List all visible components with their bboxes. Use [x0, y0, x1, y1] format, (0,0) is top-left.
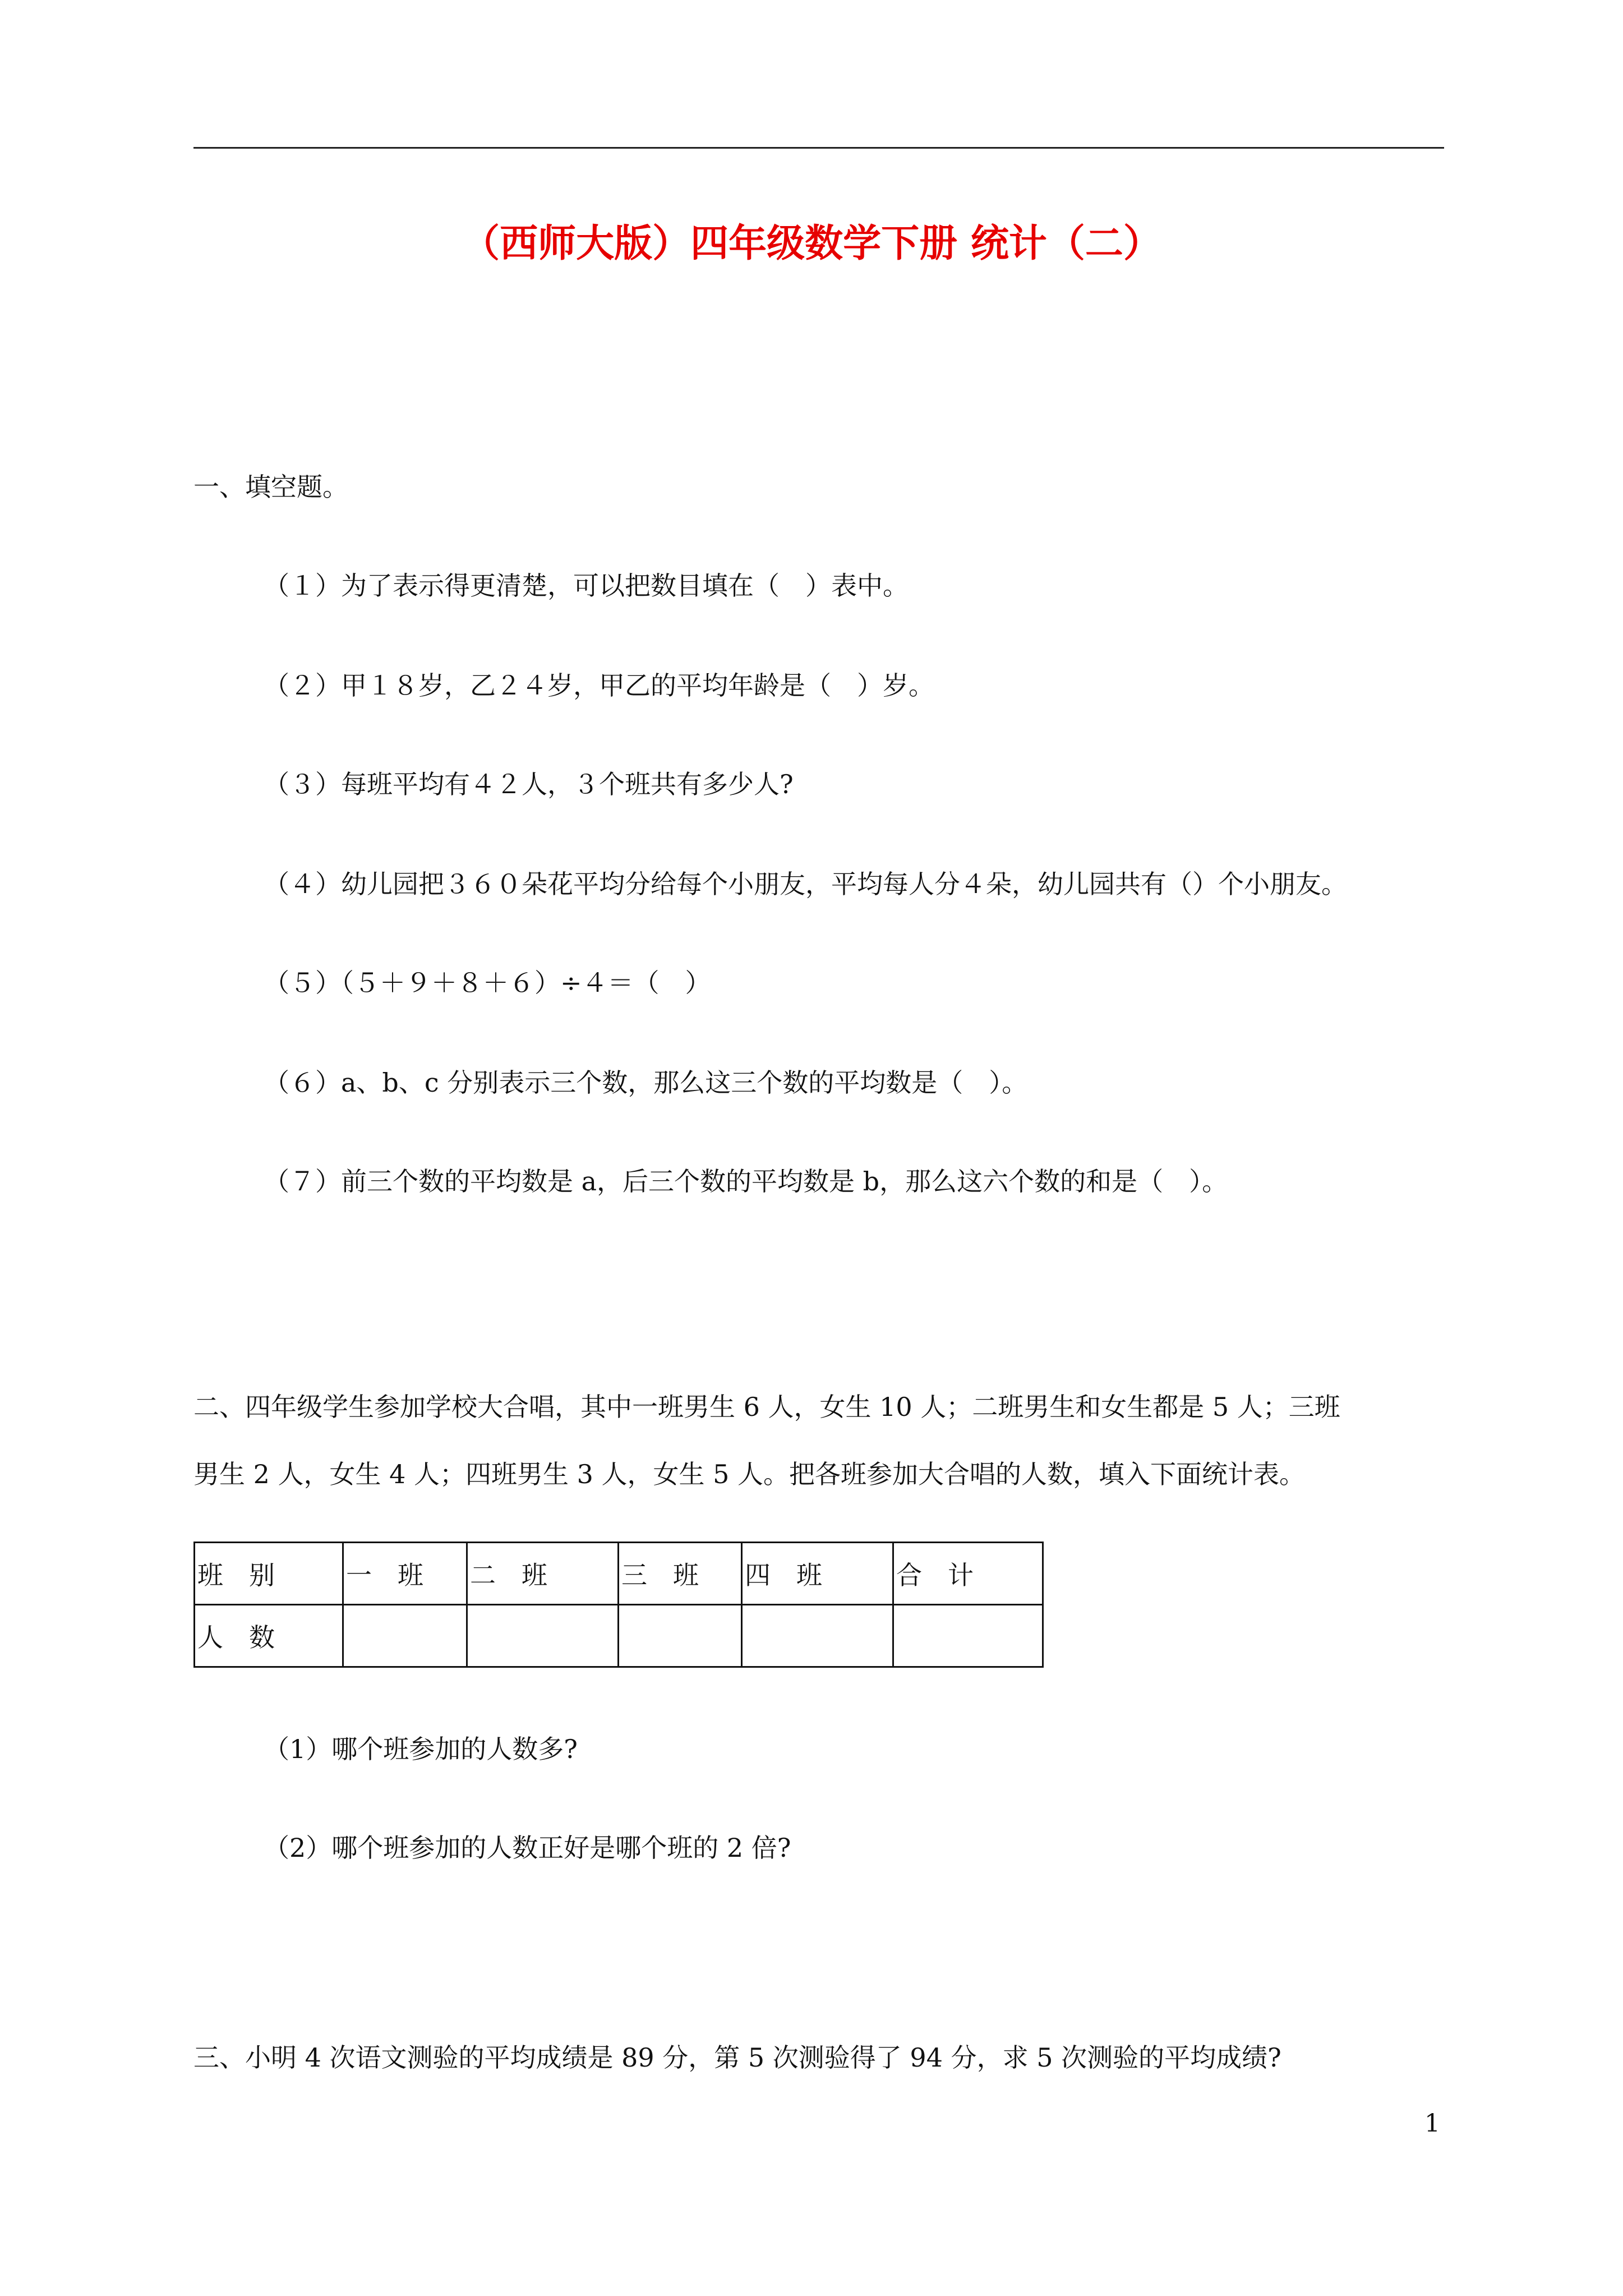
question-item-1: （１）为了表示得更清楚，可以把数目填在（ ）表中。	[264, 570, 909, 601]
table-row	[195, 1605, 1043, 1667]
table-empty-cell[interactable]	[893, 1605, 1043, 1667]
table-header-cell: 合 计	[893, 1543, 1043, 1605]
table-header-cell: 班 别	[195, 1543, 343, 1605]
section3-text: 三、小明 4 次语文测验的平均成绩是 89 分，第 5 次测验得了 94 分，求 5 次测验的平均成绩?	[193, 2042, 1281, 2073]
statistics-table	[193, 1542, 1044, 1668]
question-item-2: （２）甲１８岁，乙２４岁，甲乙的平均年龄是（ ）岁。	[264, 670, 934, 701]
section1-heading: 一、填空题。	[193, 472, 348, 502]
table-header-row	[195, 1543, 1043, 1605]
table-header-cell: 四 班	[742, 1543, 893, 1605]
table-header-cell: 一 班	[343, 1543, 467, 1605]
question-item-7: （７）前三个数的平均数是 a，后三个数的平均数是 b，那么这六个数的和是（ ）。	[264, 1166, 1228, 1197]
page-title: （西师大版）四年级数学下册 统计（二）	[462, 222, 1161, 266]
section2-text-line1: 二、四年级学生参加学校大合唱，其中一班男生 6 人，女生 10 人；二班男生和女生都是 5 人；三班	[193, 1392, 1340, 1422]
table-header-cell: 二 班	[467, 1543, 619, 1605]
table-header-cell: 三 班	[619, 1543, 742, 1605]
question-item-3: （３）每班平均有４２人，３个班共有多少人?	[264, 769, 794, 799]
question-item-4: （４）幼儿园把３６０朵花平均分给每个小朋友，平均每人分４朵，幼儿园共有（）个小朋友。	[264, 869, 1347, 899]
question-item-6: （６）a、b、c 分别表示三个数，那么这三个数的平均数是（ ）。	[264, 1068, 1028, 1098]
table-row-label: 人 数	[195, 1605, 343, 1667]
header-rule	[193, 147, 1444, 149]
question-item-5: （５）（５＋９＋８＋６）÷４＝（ ）	[264, 968, 711, 998]
table-empty-cell[interactable]	[343, 1605, 467, 1667]
page-number: 1	[1424, 2109, 1440, 2138]
table-empty-cell[interactable]	[619, 1605, 742, 1667]
section2-text-line2: 男生 2 人，女生 4 人；四班男生 3 人，女生 5 人。把各班参加大合唱的人数，填入下面统计表。	[193, 1459, 1306, 1489]
table-empty-cell[interactable]	[467, 1605, 619, 1667]
section2-question-2: （2）哪个班参加的人数正好是哪个班的 2 倍?	[264, 1833, 791, 1863]
table-empty-cell[interactable]	[742, 1605, 893, 1667]
section2-question-1: （1）哪个班参加的人数多?	[264, 1734, 578, 1764]
